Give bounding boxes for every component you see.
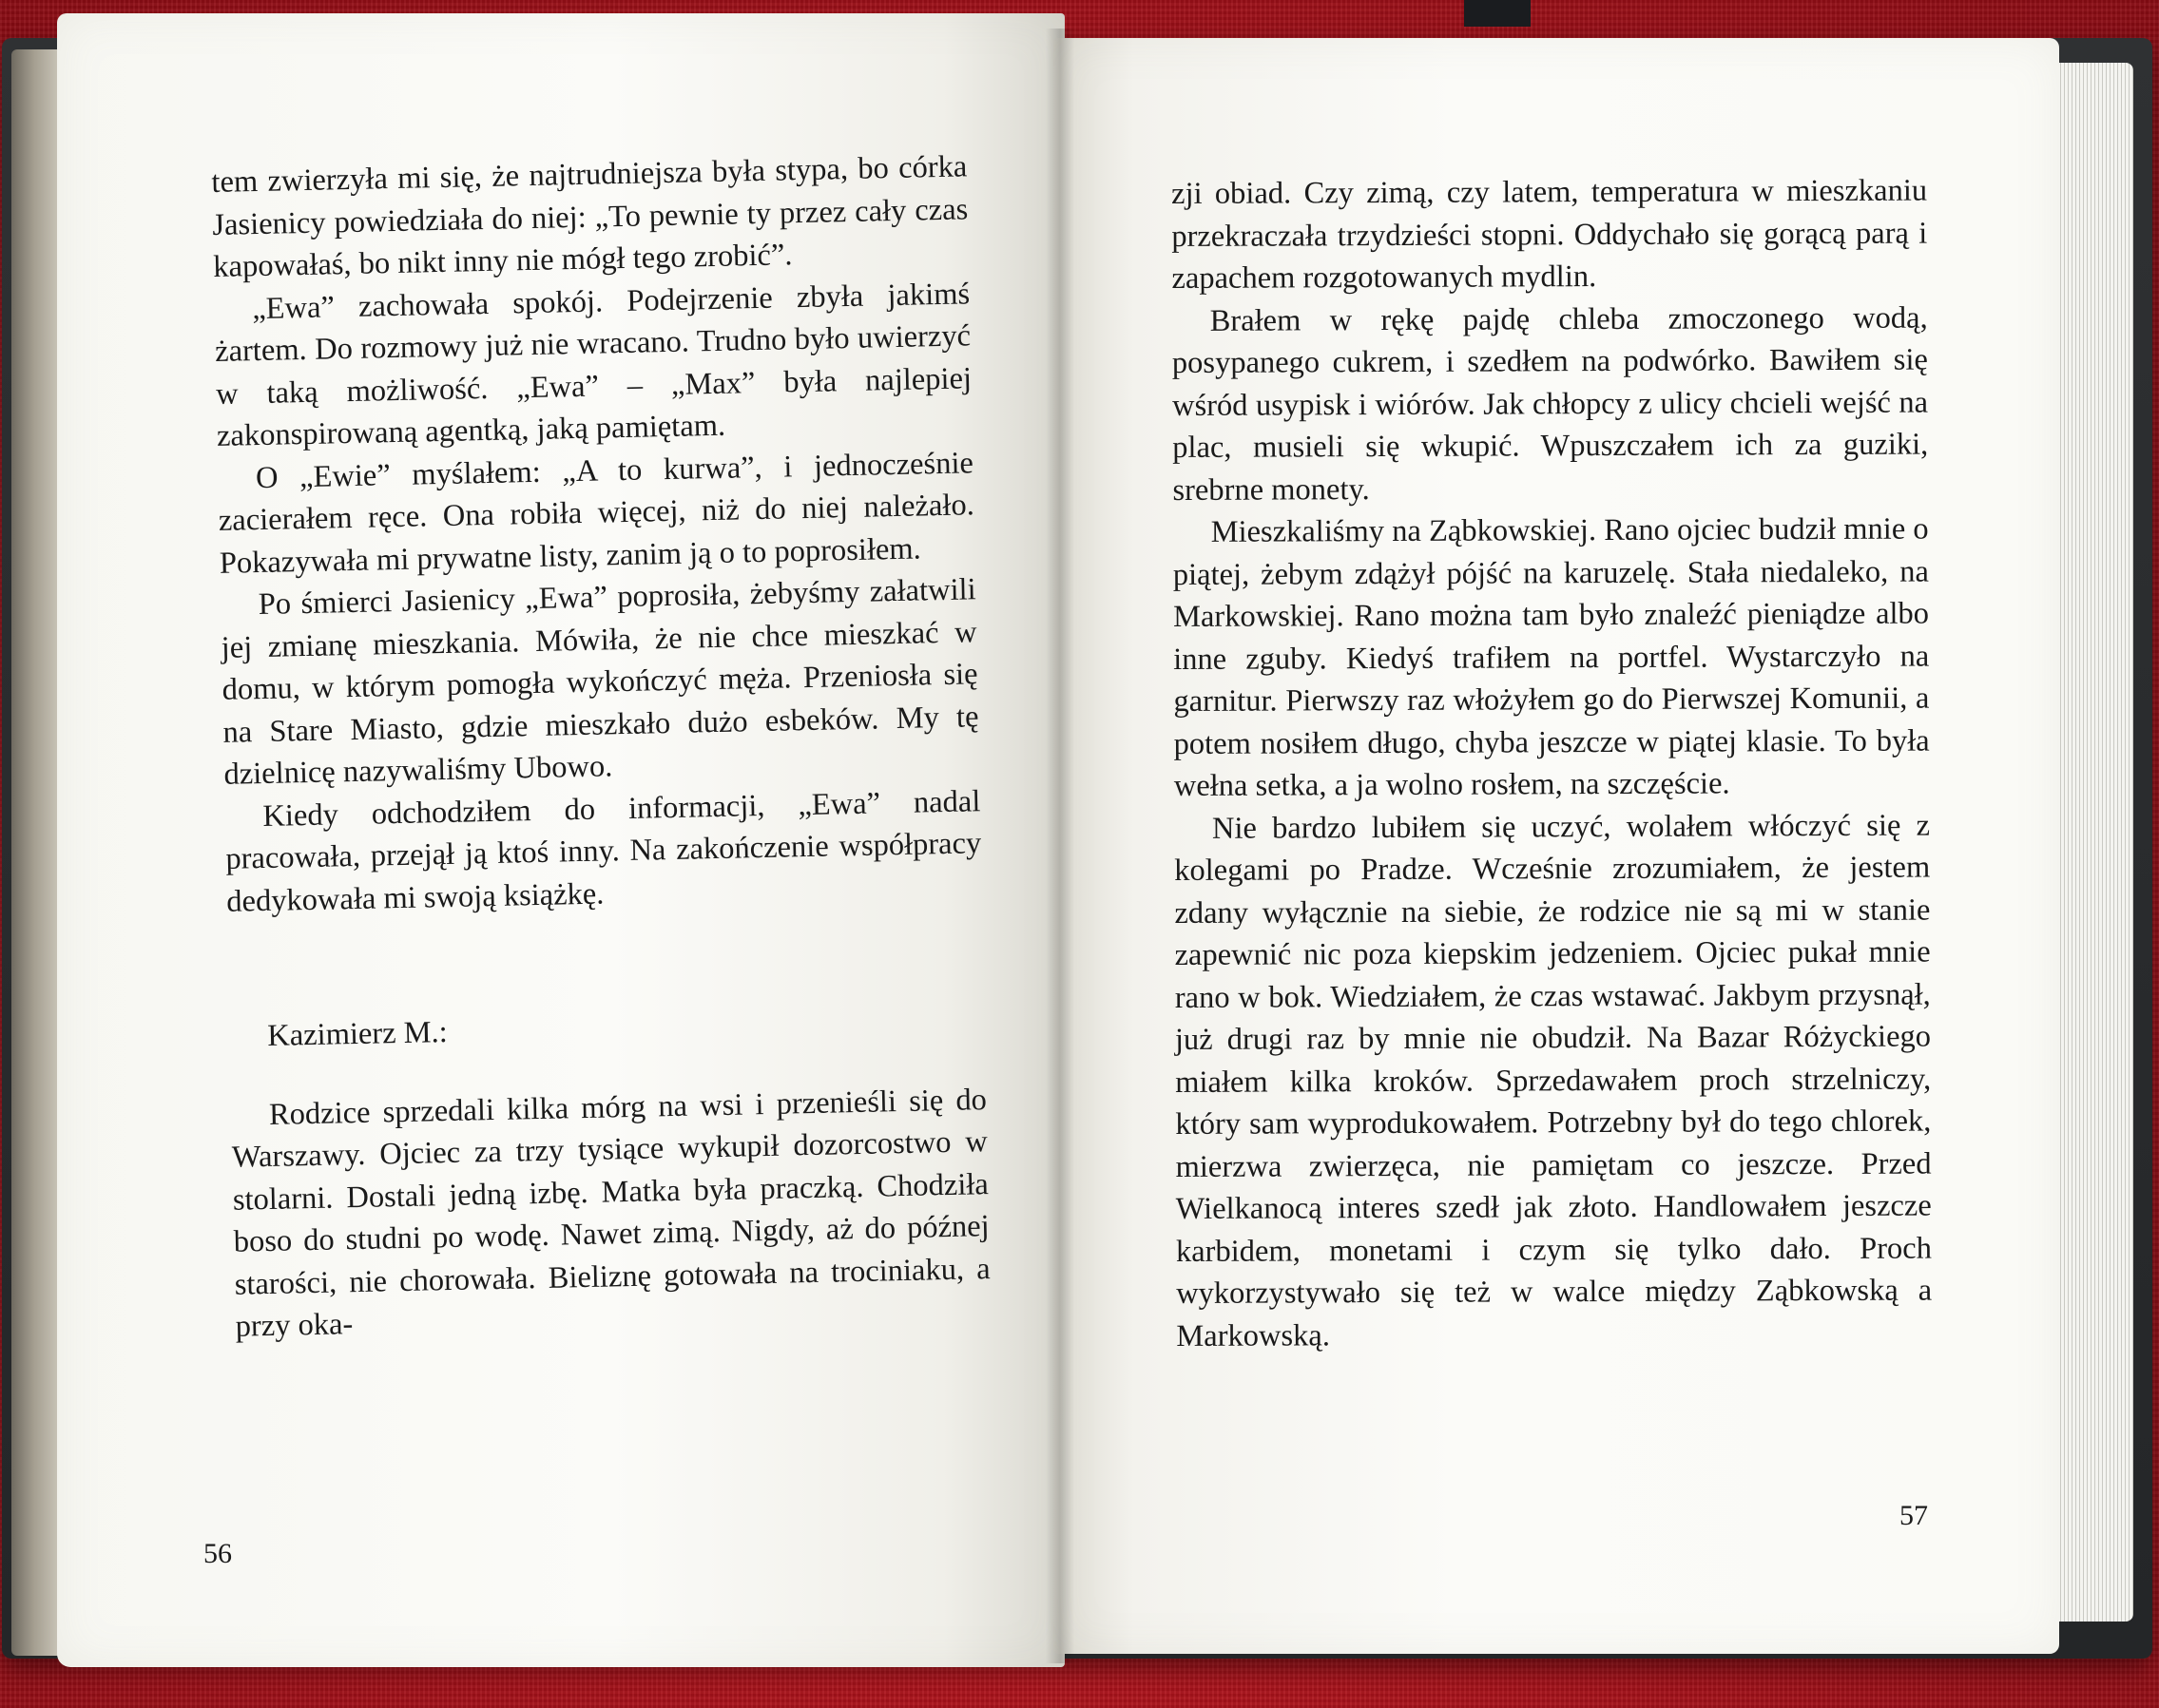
book-gutter <box>1046 29 1074 1663</box>
paragraph: Nie bardzo lubiłem się uczyć, wolałem włóczyć się z kolegami po Pradze. Wcześnie zrozumiałem, że jestem zdany wyłącznie na siebie, że rodzice nie są mi w stanie zapewnić nic poza kiepskim jedzeniem. Ojciec pukał mnie rano w bok. Wiedziałem, że czas wstawać. Jakbym przysnął, już drugi raz by mnie nie obudził. Na Bazar Różyckiego miałem kilka kroków. Sprzedawałem proch strzelniczy, który sam wyprodukowałem. Potrzebny był do tego chlorek, mierzwa zwierzęca, nie pamiętam co jeszcze. Przed Wielkanocą interes szedł jak złoto. Handlowałem jeszcze karbidem, monetami i czym się tylko dało. Proch wykorzystywało się też w walce między Ząbkowską a Markowską. <box>1174 808 1933 1353</box>
page-number-right: 57 <box>1899 1500 1928 1531</box>
bookmark-band <box>1464 0 1531 27</box>
page-number-left: 56 <box>203 1538 232 1569</box>
right-page-text <box>1171 170 1932 1357</box>
paragraph: Rodzice sprzedali kilka mórg na wsi i przenieśli się do Warszawy. Ojciec za trzy tysiące wykupił dozorcostwo w stolarni. Dostali jedną izbę. Matka była praczką. Chodziła boso do studni po wodę. Nawet zimą. Nigdy, aż do późnej starości, nie chorowała. Bieliznę gotowała na trociniaku, a przy oka- <box>231 1082 991 1344</box>
paragraph: Kiedy odchodziłem do informacji, „Ewa” nadal pracowała, przejął ją ktoś inny. Na zakończenie współpracy dedykowała mi swoją książkę. <box>224 783 982 919</box>
paragraph: O „Ewie” myślałem: „A to kurwa”, i jednocześnie zacierałem ręce. Ona robiła więcej, niż do niej należało. Pokazywała mi prywatne listy, zanim ją o to poprosiłem. <box>218 445 975 581</box>
left-page-text <box>211 145 992 1348</box>
paragraph: zji obiad. Czy zimą, czy latem, temperatura w mieszkaniu przekraczała trzydzieści stopni. Oddychało się gorącą parą i zapachem rozgotowanych mydlin. <box>1171 173 1928 296</box>
paragraph: tem zwierzyła mi się, że najtrudniejsza była stypa, bo córka Jasienicy powiedziała do niej: „To pewnie ty przez cały czas kapowałaś, bo nikt inny nie mógł tego zrobić”. <box>211 149 969 284</box>
speaker-heading: Kazimierz M.: <box>266 1014 449 1053</box>
paragraph: Brałem w rękę pajdę chleba zmoczonego wodą, posypanego cukrem, i szedłem na podwórko. Bawiłem się wśród usypisk i wiórów. Jak chłopcy z ulicy chcieli wejść na plac, musieli się wkupić. Wpuszczałem ich za guziki, srebrne monety. <box>1171 300 1929 508</box>
paragraph: Po śmierci Jasienicy „Ewa” poprosiła, żebyśmy załatwili jej zmianę mieszkania. Mówiła, że nie chce mieszkać w domu, w którym pomogła wykończyć męża. Przeniosła się na Stare Miasto, gdzie mieszkało dużo esbeków. My tę dzielnicę nazywaliśmy Ubowo. <box>221 572 979 792</box>
paragraph: „Ewa” zachowała spokój. Podejrzenie zbyła jakimś żartem. Do rozmowy już nie wracano. Trudno było uwierzyć w taką możliwość. „Ewa” – „Max” była najlepiej zakonspirowaną agentką, jaką pamiętam. <box>214 276 973 453</box>
paragraph: Mieszkaliśmy na Ząbkowskiej. Rano ojciec budził mnie o piątej, żebym zdążył pójść na karuzelę. Stała niedaleko, na Markowskiej. Rano można tam było znaleźć pieniądze albo inne zguby. Kiedyś trafiłem na portfel. Wystarczyło na garnitur. Pierwszy raz włożyłem go do Pierwszej Komunii, a potem nosiłem długo, chyba jeszcze w piątej klasie. To była wełna setka, a ja wolno rosłem, na szczęście. <box>1172 511 1930 803</box>
